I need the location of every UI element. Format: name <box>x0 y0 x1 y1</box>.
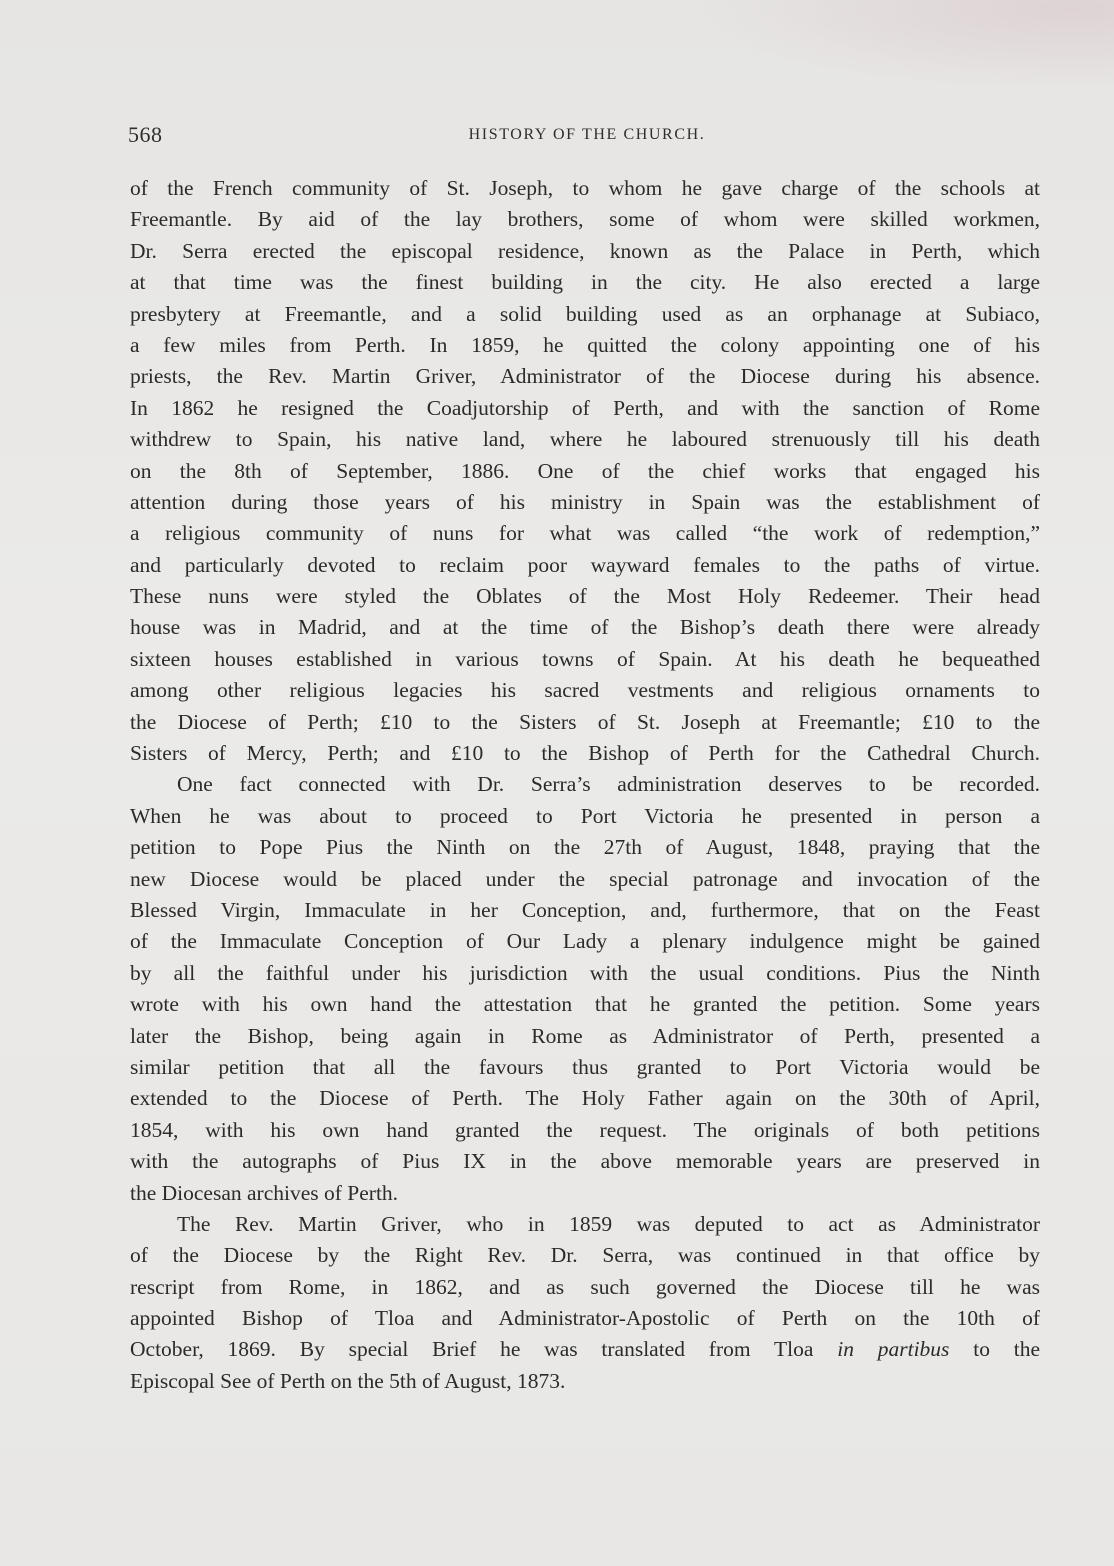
text-line: of the French community of St. Joseph, to whom he gave charge of the schools at <box>130 176 1040 200</box>
text-run: to the <box>949 1337 1041 1362</box>
text-line: at that time was the finest building in the city. He also erected a large <box>130 270 1040 295</box>
text-line: appointed Bishop of Tloa and Administrator-Apostolic of Perth on the 10th of <box>130 1306 1040 1331</box>
text-line: house was in Madrid, and at the time of the Bishop’s death there were already <box>130 615 1040 640</box>
text-line: of the Diocese by the Right Rev. Dr. Serra, was continued in that office by <box>130 1243 1040 1268</box>
text-line: When he was about to proceed to Port Victoria he presented in person a <box>130 803 1040 828</box>
text-line: One fact connected with Dr. Serra’s administration deserves to be recorded. <box>177 772 1040 797</box>
text-line: rescript from Rome, in 1862, and as such governed the Diocese till he was <box>130 1274 1040 1299</box>
text-line: extended to the Diocese of Perth. The Holy Father again on the 30th of April, <box>130 1086 1040 1111</box>
text-line: petition to Pope Pius the Ninth on the 27th of August, 1848, praying that the <box>130 835 1040 860</box>
text-line: priests, the Rev. Martin Griver, Administrator of the Diocese during his absence. <box>130 364 1040 389</box>
text-line: of the Immaculate Conception of Our Lady a plenary indulgence might be gained <box>130 929 1040 954</box>
text-line: a religious community of nuns for what was called “the work of redemption,” <box>130 521 1040 546</box>
text-line: and particularly devoted to reclaim poor wayward females to the paths of virtue. <box>130 552 1040 577</box>
text-line: In 1862 he resigned the Coadjutorship of Perth, and with the sanction of Rome <box>130 395 1040 420</box>
body-text <box>130 173 1040 1397</box>
text-line: wrote with his own hand the attestation that he granted the petition. Some years <box>130 992 1040 1017</box>
text-line: Dr. Serra erected the episcopal residence, known as the Palace in Perth, which <box>130 238 1040 263</box>
text-line: new Diocese would be placed under the special patronage and invocation of the <box>130 866 1040 891</box>
text-line: presbytery at Freemantle, and a solid building used as an orphanage at Subiaco, <box>130 301 1040 326</box>
text-line: among other religious legacies his sacred vestments and religious ornaments to <box>130 678 1040 703</box>
text-line: Episcopal See of Perth on the 5th of August, 1873. <box>130 1368 566 1393</box>
text-line: 1854, with his own hand granted the request. The originals of both petitions <box>130 1117 1040 1142</box>
text-line: the Diocese of Perth; £10 to the Sisters of St. Joseph at Freemantle; £10 to the <box>130 709 1040 734</box>
text-line: These nuns were styled the Oblates of the Most Holy Redeemer. Their head <box>130 584 1040 609</box>
text-line: Sisters of Mercy, Perth; and £10 to the Bishop of Perth for the Cathedral Church. <box>130 741 1040 766</box>
text-run: October, 1869. By special Brief he was translated from Tloa <box>130 1337 814 1362</box>
page-discoloration <box>694 0 1114 90</box>
italic-phrase: in partibus <box>837 1337 950 1362</box>
text-line: on the 8th of September, 1886. One of the chief works that engaged his <box>130 458 1040 483</box>
text-line: similar petition that all the favours thus granted to Port Victoria would be <box>130 1054 1040 1079</box>
running-title: HISTORY OF THE CHURCH. <box>468 126 706 143</box>
text-line: Freemantle. By aid of the lay brothers, some of whom were skilled workmen, <box>130 207 1040 232</box>
text-line: withdrew to Spain, his native land, where he laboured strenuously till his death <box>130 427 1040 452</box>
text-line: attention during those years of his ministry in Spain was the establishment of <box>130 489 1040 514</box>
text-line: the Diocesan archives of Perth. <box>130 1180 399 1205</box>
text-line: a few miles from Perth. In 1859, he quitted the colony appointing one of his <box>130 332 1040 357</box>
text-line: by all the faithful under his jurisdiction with the usual conditions. Pius the Ninth <box>130 960 1040 985</box>
text-line-with-italic <box>130 1334 1040 1365</box>
text-line: The Rev. Martin Griver, who in 1859 was deputed to act as Administrator <box>177 1211 1040 1236</box>
text-line: with the autographs of Pius IX in the above memorable years are preserved in <box>130 1149 1040 1174</box>
page-number: 568 <box>128 122 163 147</box>
text-line: Blessed Virgin, Immaculate in her Conception, and, furthermore, that on the Feast <box>130 897 1040 922</box>
text-line: later the Bishop, being again in Rome as Administrator of Perth, presented a <box>130 1023 1040 1048</box>
text-line: sixteen houses established in various towns of Spain. At his death he bequeathed <box>130 646 1040 671</box>
running-header <box>128 122 1040 152</box>
